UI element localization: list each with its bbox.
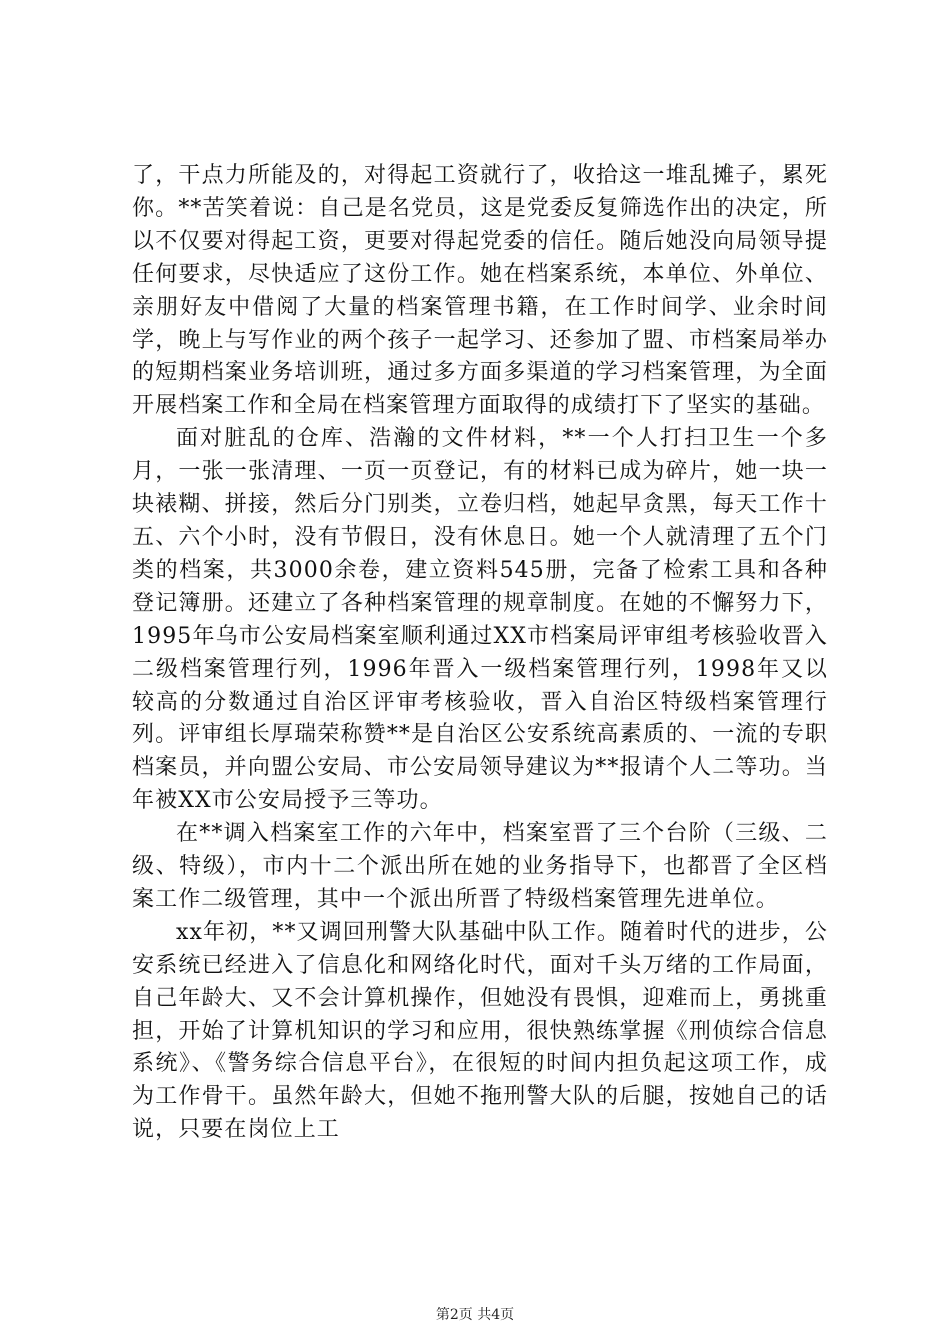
paragraph-3: 在**调入档案室工作的六年中，档案室晋了三个台阶（三级、二级、特级），市内十二个派出所在她的业务指导下，也都晋了全区档案工作二级管理，其中一个派出所晋了特级档案管理先进单位。 xyxy=(132,821,828,912)
document-body xyxy=(132,160,828,1147)
page-number-footer: 第2页 共4页 xyxy=(435,1307,515,1323)
paragraph-2: 面对脏乱的仓库、浩瀚的文件材料，**一个人打扫卫生一个多月，一张一张清理、一页一页登记，有的材料已成为碎片，她一块一块裱糊、拼接，然后分门别类，立卷归档，她起早贪黑，每天工作十五、六个小时，没有节假日，没有休息日。她一个人就清理了五个门类的档案，共3000余卷，建立资料545册，完备了检索工具和各种登记簿册。还建立了各种档案管理的规章制度。在她的不懈努力下，1995年乌市公安局档案室顺利通过XX市档案局评审组考核验收晋入二级档案管理行列，1996年晋入一级档案管理行列，1998年又以较高的分数通过自治区评审考核验收，晋入自治区特级档案管理行列。评审组长厚瑞荣称赞**是自治区公安系统高素质的、一流的专职档案员，并向盟公安局、市公安局领导建议为**报请个人二等功。当年被XX市公安局授予三等功。 xyxy=(132,426,828,814)
paragraph-1: 了，干点力所能及的，对得起工资就行了，收拾这一堆乱摊子，累死你。**苦笑着说：自己是名党员，这是党委反复筛选作出的决定，所以不仅要对得起工资，更要对得起党委的信任。随后她没向局领导提任何要求，尽快适应了这份工作。她在档案系统，本单位、外单位、亲朋好友中借阅了大量的档案管理书籍，在工作时间学、业余时间学，晚上与写作业的两个孩子一起学习、还参加了盟、市档案局举办的短期档案业务培训班，通过多方面多渠道的学习档案管理，为全面开展档案工作和全局在档案管理方面取得的成绩打下了坚实的基础。 xyxy=(132,163,828,419)
paragraph-4: xx年初，**又调回刑警大队基础中队工作。随着时代的进步，公安系统已经进入了信息化和网络化时代，面对千头万绪的工作局面，自己年龄大、又不会计算机操作，但她没有畏惧，迎难而上，勇挑重担，开始了计算机知识的学习和应用，很快熟练掌握《刑侦综合信息系统》、《警务综合信息平台》，在很短的时间内担负起这项工作，成为工作骨干。虽然年龄大，但她不拖刑警大队的后腿，按她自己的话说，只要在岗位上工 xyxy=(132,919,828,1143)
